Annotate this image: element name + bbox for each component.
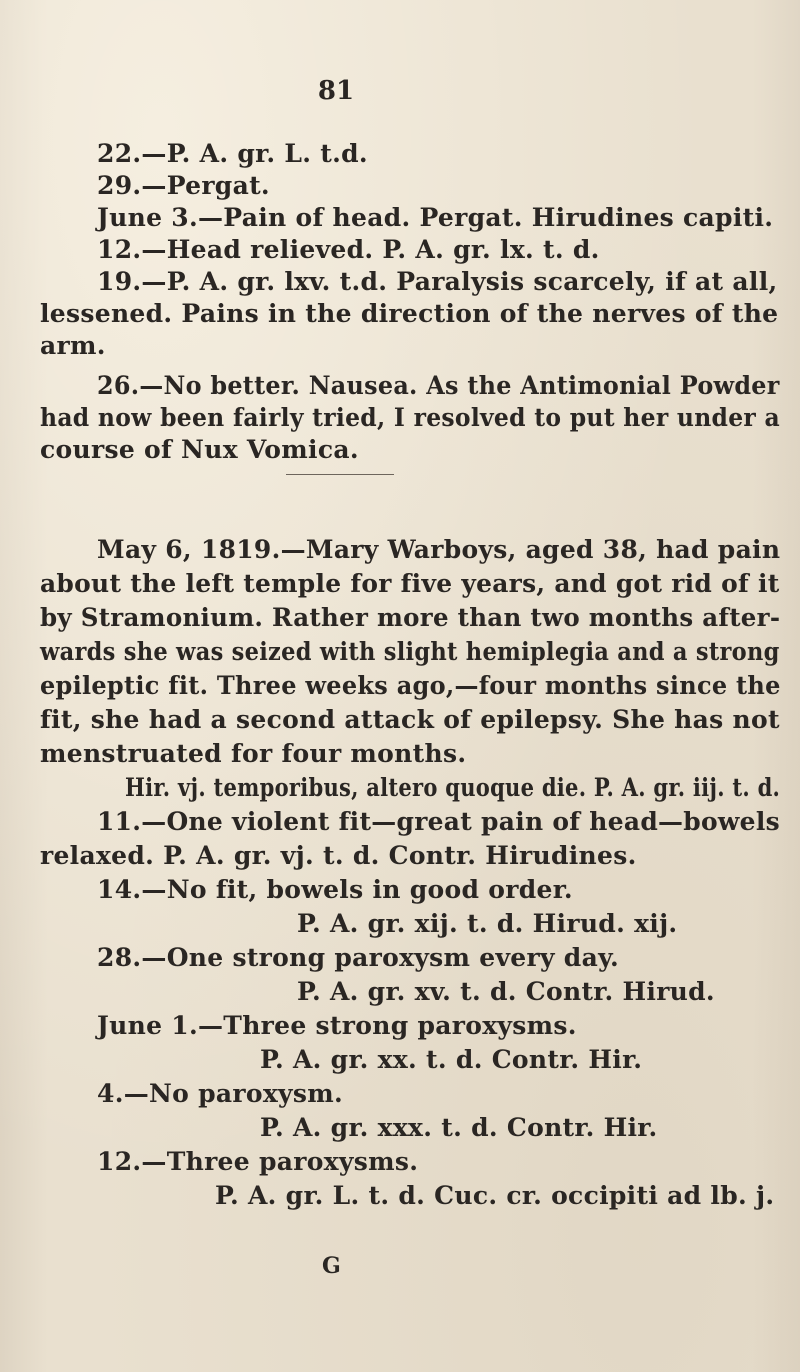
text-line: epileptic fit. Three weeks ago,—four months since the [40, 671, 781, 700]
text-line: about the left temple for five years, and got rid of it [40, 569, 780, 598]
text-line: 26.—No better. Nausea. As the Antimonial Powder [97, 371, 780, 400]
text-line: lessened. Pains in the direction of the nerves of the [40, 299, 779, 328]
text-line: 12.—Three paroxysms. [97, 1147, 419, 1176]
text-line: menstruated for four months. [40, 739, 467, 768]
page-number: 81 [317, 76, 355, 106]
text-line: 4.—No paroxysm. [97, 1079, 344, 1108]
text-line: course of Nux Vomica. [40, 435, 359, 464]
text-line: relaxed. P. A. gr. vj. t. d. Contr. Hirudines. [40, 841, 637, 870]
section-divider [286, 474, 394, 475]
text-line: by Stramonium. Rather more than two months after- [40, 603, 781, 632]
text-line: 19.—P. A. gr. lxv. t.d. Paralysis scarcely, if at all, [97, 267, 778, 296]
text-line: June 1.—Three strong paroxysms. [97, 1011, 577, 1040]
text-line: P. A. gr. xv. t. d. Contr. Hirud. [297, 977, 715, 1006]
text-line: 22.—P. A. gr. L. t.d. [97, 139, 368, 168]
text-line: 28.—One strong paroxysm every day. [97, 943, 620, 972]
text-line: 29.—Pergat. [97, 171, 270, 200]
text-line: P. A. gr. xx. t. d. Contr. Hir. [260, 1045, 643, 1074]
text-line: Hir. vj. temporibus, altero quoque die. P. A. gr. iij. t. d. [125, 773, 781, 802]
text-line: fit, she had a second attack of epilepsy. She has not [40, 705, 780, 734]
text-line: P. A. gr. xij. t. d. Hirud. xij. [297, 909, 678, 938]
text-line: June 3.—Pain of head. Pergat. Hirudines capiti. [97, 203, 774, 232]
text-line: arm. [40, 331, 106, 360]
text-line: 14.—No fit, bowels in good order. [97, 875, 573, 904]
text-line: May 6, 1819.—Mary Warboys, aged 38, had pain [97, 535, 781, 564]
text-line: 12.—Head relieved. P. A. gr. lx. t. d. [97, 235, 600, 264]
text-line: 11.—One violent fit—great pain of head—bowels [97, 807, 780, 836]
signature-mark: G [322, 1253, 341, 1279]
text-line: P. A. gr. xxx. t. d. Contr. Hir. [260, 1113, 658, 1142]
text-line: had now been fairly tried, I resolved to put her under a [40, 403, 780, 432]
text-line: wards she was seized with slight hemiplegia and a strong [40, 637, 780, 666]
text-line: P. A. gr. L. t. d. Cuc. cr. occipiti ad lb. j. [215, 1181, 775, 1210]
